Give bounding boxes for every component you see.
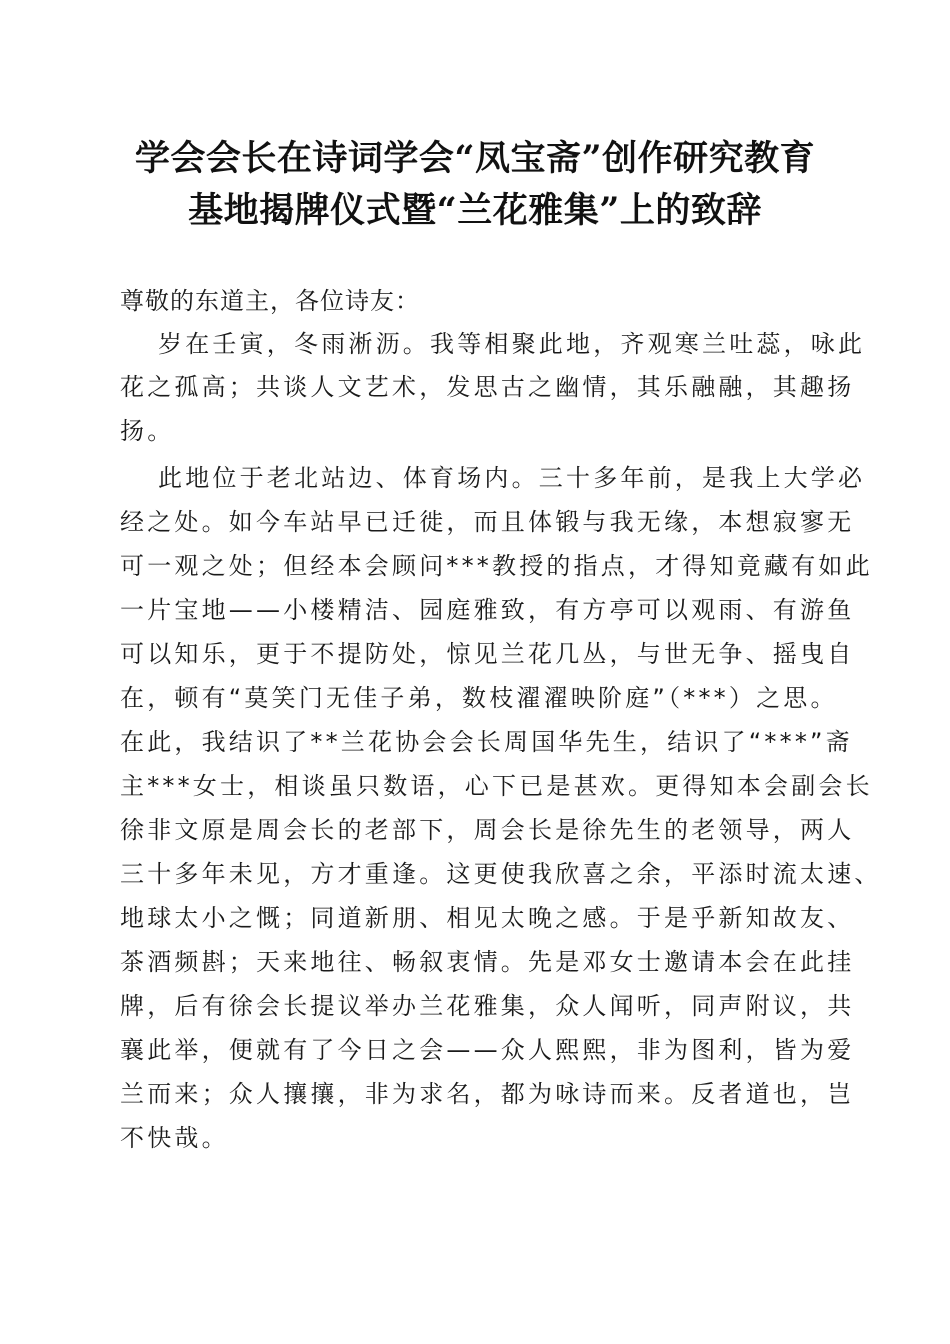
paragraph-2-line: 地球太小之慨；同道新朋、相见太晚之感。于是乎新知故友、: [120, 904, 855, 932]
document-title-line-2: 基地揭牌仪式暨“兰花雅集”上的致辞: [188, 190, 762, 231]
paragraph-2-line: 主***女士，相谈虽只数语，心下已是甚欢。更得知本会副会长: [120, 772, 873, 800]
paragraph-2-line: 三十多年未见，方才重逢。这更使我欣喜之余，平添时流太速、: [120, 860, 882, 888]
paragraph-2-line: 茶酒频斟；天来地往、畅叙衷情。先是邓女士邀请本会在此挂: [120, 948, 855, 976]
paragraph-2-line: 襄此举，便就有了今日之会——众人熙熙，非为图利，皆为爱: [120, 1036, 855, 1064]
salutation: 尊敬的东道主，各位诗友：: [120, 287, 420, 315]
paragraph-2-line: 经之处。如今车站早已迁徙，而且体锻与我无缘，本想寂寥无: [120, 508, 855, 536]
paragraph-2-line: 一片宝地——小楼精洁、园庭雅致，有方亭可以观雨、有游鱼: [120, 596, 855, 624]
paragraph-2-line: 在，顿有“莫笑门无佳子弟，数枝濯濯映阶庭”（***）之思。: [120, 684, 838, 712]
paragraph-2-line: 可以知乐，更于不提防处，惊见兰花几丛，与世无争、摇曳自: [120, 640, 855, 668]
paragraph-2-line: 此地位于老北站边、体育场内。三十多年前，是我上大学必: [158, 464, 866, 492]
paragraph-1-line: 岁在壬寅，冬雨淅沥。我等相聚此地，齐观寒兰吐蕊，咏此: [158, 330, 866, 358]
paragraph-1-line: 扬。: [120, 417, 175, 445]
paragraph-2-line: 兰而来；众人攘攘，非为求名，都为咏诗而来。反者道也，岂: [120, 1080, 855, 1108]
paragraph-2-line: 牌，后有徐会长提议举办兰花雅集，众人闻听，同声附议，共: [120, 992, 855, 1020]
paragraph-2-line: 不快哉。: [120, 1124, 229, 1152]
document-title-line-1: 学会会长在诗词学会“凤宝斋”创作研究教育: [134, 138, 816, 179]
paragraph-2-line: 可一观之处；但经本会顾问***教授的指点，才得知竟藏有如此: [120, 552, 873, 580]
paragraph-1-line: 花之孤高；共谈人文艺术，发思古之幽情，其乐融融，其趣扬: [120, 373, 855, 401]
paragraph-2-line: 徐非文原是周会长的老部下，周会长是徐先生的老领导，两人: [120, 816, 855, 844]
paragraph-2-line: 在此，我结识了**兰花协会会长周国华先生，结识了“***”斋: [120, 728, 853, 756]
